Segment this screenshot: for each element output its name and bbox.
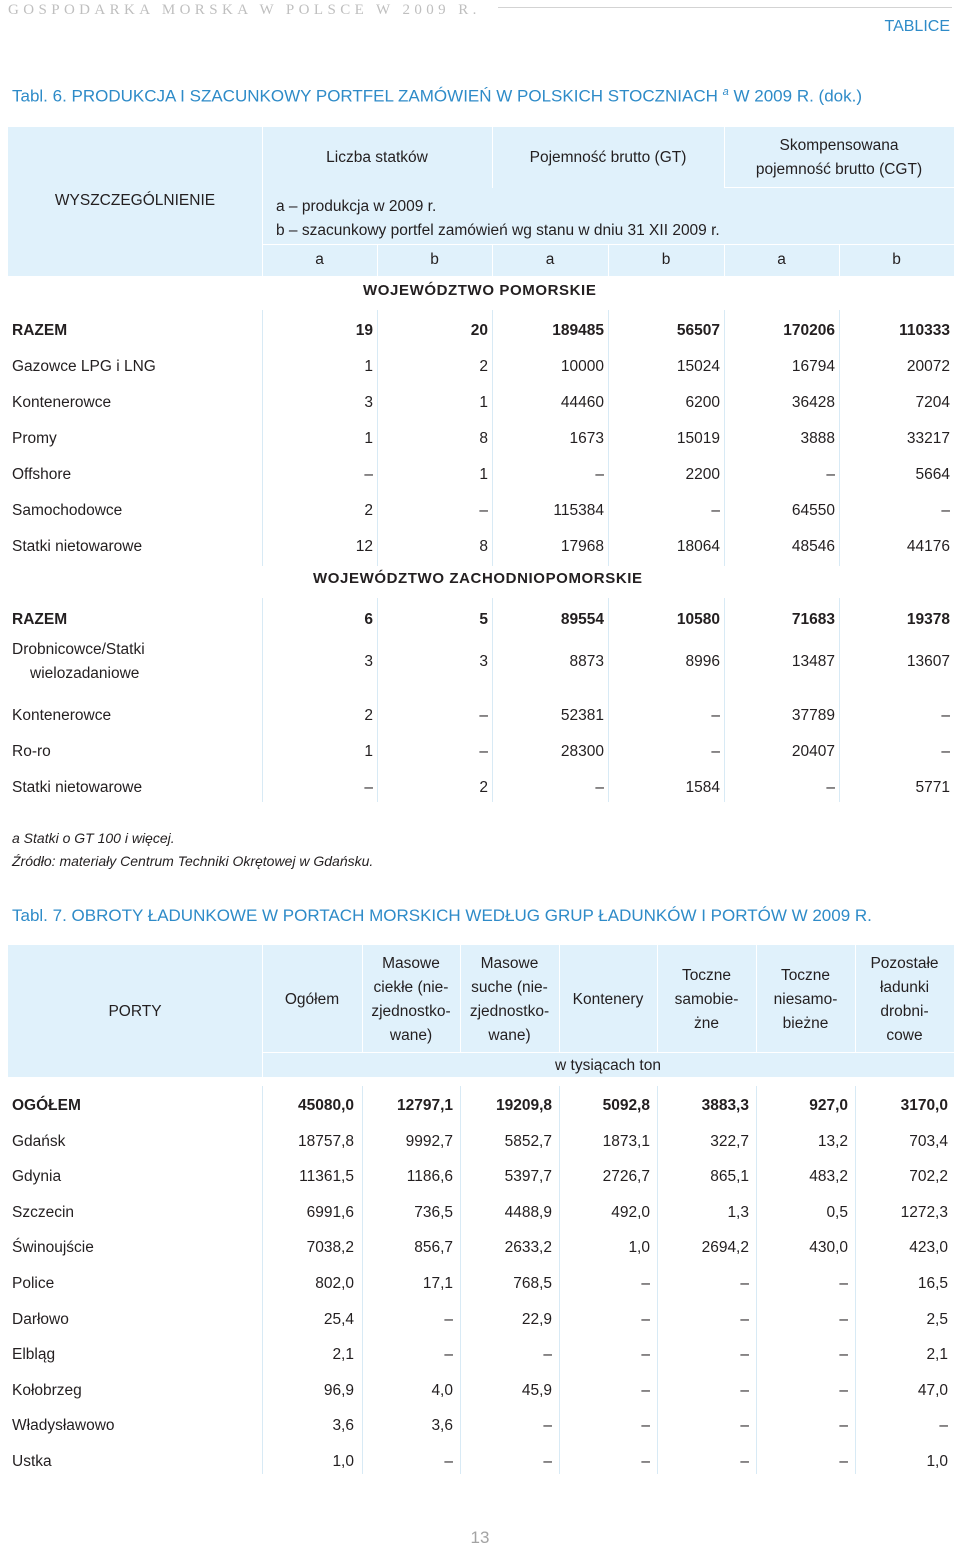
- table-cell: 5664: [915, 466, 950, 483]
- table-cell: 2,1: [926, 1346, 948, 1364]
- table6-footnote: a Statki o GT 100 i więcej.: [12, 830, 175, 846]
- table6-title-sup: a: [722, 86, 729, 98]
- col-toczne-niesamobiezne: Toczne niesamo- bieżne: [773, 967, 838, 1032]
- region-pomorskie: WOJEWÓDZTWO POMORSKIE: [363, 282, 597, 299]
- table-cell: 865,1: [710, 1168, 749, 1186]
- table-cell: 115384: [553, 502, 604, 519]
- table-cell: 2633,2: [504, 1239, 552, 1257]
- sub-col-a: a: [545, 251, 555, 268]
- table-cell: –: [595, 779, 604, 796]
- col-skompensowana-1: Skompensowana: [779, 137, 899, 154]
- table6-title-post: W 2009 R. (dok.): [728, 86, 862, 106]
- table-cell: 89554: [560, 611, 604, 628]
- row-label: Drobnicowce/Statki: [12, 641, 145, 658]
- table-cell: –: [711, 502, 720, 519]
- table-cell: 10580: [676, 611, 720, 628]
- table-cell: –: [444, 1346, 453, 1364]
- row-label: Police: [12, 1275, 55, 1292]
- table-cell: 20: [470, 322, 488, 339]
- row-label: Ustka: [12, 1453, 52, 1470]
- table-cell: 8: [479, 430, 488, 447]
- table6-title: [12, 86, 862, 107]
- table-cell: 9992,7: [405, 1132, 453, 1150]
- table-cell: –: [826, 779, 835, 796]
- table-cell: 18757,8: [297, 1132, 354, 1150]
- row-label: Kontenerowce: [12, 394, 112, 411]
- col-kontenery: Kontenery: [572, 991, 644, 1008]
- table-cell: 3883,3: [701, 1097, 749, 1114]
- table-cell: 1: [479, 466, 488, 483]
- table-cell: 6200: [685, 394, 720, 411]
- table-cell: –: [641, 1346, 650, 1364]
- table-cell: 37789: [791, 707, 835, 724]
- table-cell: 1: [364, 430, 373, 447]
- table-cell: –: [479, 743, 488, 760]
- table-row: [0, 1195, 960, 1231]
- page-number: 13: [470, 1528, 490, 1547]
- table-cell: 3888: [800, 430, 835, 447]
- table-cell: 1,0: [926, 1453, 948, 1470]
- table-cell: 1873,1: [602, 1132, 650, 1150]
- table-cell: 19209,8: [495, 1097, 552, 1114]
- table-row: [0, 1266, 960, 1302]
- table-cell: 5092,8: [602, 1097, 650, 1114]
- table-cell: 3,6: [332, 1417, 354, 1435]
- table-cell: 3: [479, 653, 488, 670]
- table-cell: 2694,2: [701, 1239, 749, 1257]
- table-cell: 802,0: [315, 1275, 354, 1292]
- col-pojemnosc-brutto: Pojemność brutto (GT): [529, 149, 687, 166]
- table-row: [0, 493, 960, 529]
- table-row: [0, 385, 960, 421]
- sub-col-b: b: [661, 251, 671, 268]
- table-cell: 16794: [791, 358, 835, 375]
- table-cell: 856,7: [414, 1239, 453, 1257]
- table-cell: –: [479, 502, 488, 519]
- table-cell: 2,5: [926, 1310, 948, 1328]
- table-cell: 2726,7: [602, 1168, 650, 1186]
- table-cell: –: [941, 743, 950, 760]
- table-cell: 927,0: [809, 1097, 848, 1114]
- table-cell: 3170,0: [900, 1097, 948, 1114]
- table-cell: 47,0: [917, 1381, 948, 1399]
- table-cell: 1186,6: [406, 1168, 453, 1186]
- table-cell: 18064: [676, 538, 720, 555]
- table-cell: 1584: [685, 779, 720, 796]
- table-cell: 430,0: [809, 1239, 848, 1257]
- table-cell: –: [364, 779, 373, 796]
- table-cell: –: [839, 1417, 848, 1435]
- table-cell: –: [711, 743, 720, 760]
- table-cell: 492,0: [611, 1203, 650, 1221]
- table-cell: 52381: [560, 707, 604, 724]
- row-label: Statki nietowarowe: [12, 779, 143, 796]
- table-cell: 5: [479, 611, 488, 628]
- table-cell: 3: [364, 394, 373, 411]
- table-cell: 7204: [915, 394, 950, 411]
- table-cell: 56507: [676, 322, 720, 339]
- col-masowe-ciekle: Masowe ciekłe (nie- zjednostko- wane): [371, 955, 451, 1044]
- table-cell: –: [543, 1346, 552, 1364]
- table-cell: 20407: [791, 743, 835, 760]
- table-cell: 483,2: [809, 1168, 848, 1186]
- table-cell: 2: [364, 502, 373, 519]
- table-row: [0, 1444, 960, 1480]
- table-row: [0, 1230, 960, 1266]
- table7-title: Tabl. 7. OBROTY ŁADUNKOWE W PORTACH MORSKICH WEDŁUG GRUP ŁADUNKÓW I PORTÓW W 2009 R.: [12, 906, 872, 925]
- table-row: [0, 698, 960, 734]
- table-cell: 13487: [791, 653, 835, 670]
- col-pozostale: Pozostałe ładunki drobni- cowe: [870, 955, 939, 1044]
- row-label: Świnoujście: [12, 1239, 94, 1257]
- table-cell: 110333: [899, 322, 950, 339]
- row-label: Offshore: [12, 466, 72, 483]
- table-cell: –: [641, 1417, 650, 1435]
- table-row: [0, 313, 960, 349]
- table-cell: 8996: [685, 653, 720, 670]
- row-label: Statki nietowarowe: [12, 538, 143, 555]
- table-cell: –: [543, 1453, 552, 1470]
- legend-b: b – szacunkowy portfel zamówień wg stanu w dniu 31 XII 2009 r.: [276, 222, 720, 239]
- table-row: [0, 734, 960, 770]
- table-row: [0, 1337, 960, 1373]
- table-cell: 15019: [676, 430, 720, 447]
- table-cell: –: [939, 1417, 948, 1435]
- table-cell: 2: [479, 358, 488, 375]
- table-row: [0, 638, 960, 698]
- table-cell: 10000: [560, 358, 604, 375]
- row-label: Kontenerowce: [12, 707, 112, 724]
- table-cell: 13607: [906, 653, 950, 670]
- row-label: Władysławowo: [12, 1417, 115, 1435]
- table-cell: 423,0: [909, 1239, 948, 1257]
- table-cell: 44460: [560, 394, 604, 411]
- table7-header: [8, 945, 954, 1077]
- table6-source: Źródło: materiały Centrum Techniki Okrętowej w Gdańsku.: [12, 853, 374, 869]
- row-label: Szczecin: [12, 1203, 75, 1221]
- unit-label: w tysiącach ton: [555, 1057, 661, 1074]
- col-toczne-samobiezne: Toczne samobie- żne: [674, 967, 739, 1032]
- table-cell: 6991,6: [306, 1203, 354, 1221]
- table-cell: 5771: [915, 779, 950, 796]
- table-cell: 4488,9: [504, 1203, 552, 1221]
- table-cell: 1: [479, 394, 488, 411]
- row-label: OGÓŁEM: [12, 1097, 81, 1114]
- row-label: Gazowce LPG i LNG: [12, 358, 156, 375]
- table-cell: 1272,3: [900, 1203, 948, 1221]
- table-cell: –: [543, 1417, 552, 1435]
- sub-col-a: a: [315, 251, 324, 268]
- table-cell: 2: [479, 779, 488, 796]
- row-label: Darłowo: [12, 1310, 69, 1328]
- table6-title-pre: Tabl. 6. PRODUKCJA I SZACUNKOWY PORTFEL ZAMÓWIEŃ W POLSKICH STOCZNIACH: [12, 86, 723, 106]
- table-cell: 1,0: [332, 1453, 354, 1470]
- table-row: [0, 529, 960, 565]
- table-cell: 1,3: [727, 1203, 749, 1221]
- table-cell: –: [740, 1417, 749, 1435]
- table-cell: –: [595, 466, 604, 483]
- table-cell: –: [839, 1310, 848, 1328]
- table-cell: –: [941, 707, 950, 724]
- table-cell: 71683: [791, 611, 835, 628]
- legend-a: a – produkcja w 2009 r.: [276, 198, 437, 215]
- table-cell: –: [711, 707, 720, 724]
- table-cell: 189485: [552, 322, 604, 339]
- table-cell: 33217: [906, 430, 950, 447]
- row-label: Kołobrzeg: [12, 1381, 82, 1399]
- table-cell: 0,5: [826, 1203, 848, 1221]
- table-row: [0, 349, 960, 385]
- col-ogolem: Ogółem: [284, 991, 340, 1008]
- table-cell: 19378: [906, 611, 950, 628]
- table-cell: 1,0: [628, 1239, 650, 1257]
- table-cell: 19: [355, 322, 373, 339]
- table-cell: 322,7: [710, 1132, 749, 1150]
- table-cell: 768,5: [513, 1275, 552, 1292]
- table-cell: 13,2: [817, 1132, 848, 1150]
- table6-header: [8, 127, 954, 276]
- table-cell: 7038,2: [306, 1239, 354, 1257]
- table-cell: –: [364, 466, 373, 483]
- table-cell: –: [444, 1453, 453, 1470]
- table-cell: 16,5: [917, 1275, 948, 1292]
- table-cell: –: [479, 707, 488, 724]
- table-row: [0, 1159, 960, 1195]
- table-cell: –: [740, 1275, 749, 1292]
- table-cell: 8: [479, 538, 488, 555]
- table-cell: 3,6: [431, 1417, 453, 1435]
- row-label: Gdańsk: [12, 1132, 66, 1150]
- table-cell: –: [740, 1346, 749, 1364]
- table-cell: 2: [364, 707, 373, 724]
- col-liczba-statkow: Liczba statków: [326, 149, 428, 166]
- table-row: [0, 770, 960, 806]
- table-cell: 6: [364, 611, 373, 628]
- table-cell: –: [839, 1453, 848, 1470]
- header-rule: [498, 7, 952, 8]
- table-cell: 64550: [791, 502, 835, 519]
- table-row: [0, 421, 960, 457]
- table-cell: 48546: [791, 538, 835, 555]
- running-title: GOSPODARKA MORSKA W POLSCE W 2009 R.: [8, 2, 481, 18]
- sub-col-b: b: [892, 251, 901, 268]
- table-cell: 17968: [560, 538, 604, 555]
- col-wyszczegolnienie: WYSZCZEGÓLNIENIE: [54, 192, 216, 209]
- sub-col-b: b: [430, 251, 439, 268]
- row-label: Samochodowce: [12, 502, 123, 519]
- table-cell: 703,4: [909, 1132, 948, 1150]
- table-cell: 96,9: [323, 1381, 354, 1399]
- table-cell: 3: [364, 653, 373, 670]
- table-cell: –: [641, 1453, 650, 1470]
- col-masowe-suche: Masowe suche (nie- zjednostko- wane): [469, 955, 550, 1044]
- table-cell: 736,5: [414, 1203, 453, 1221]
- table-cell: –: [839, 1381, 848, 1399]
- table-cell: 44176: [906, 538, 950, 555]
- table-cell: 170206: [783, 322, 835, 339]
- table-cell: 36428: [791, 394, 835, 411]
- row-label: Gdynia: [12, 1168, 62, 1186]
- table-cell: 2,1: [332, 1346, 354, 1364]
- col-skompensowana-2: pojemność brutto (CGT): [755, 161, 923, 178]
- table-cell: –: [641, 1381, 650, 1399]
- table-row: [0, 1408, 960, 1444]
- table-cell: –: [740, 1310, 749, 1328]
- row-label: Promy: [12, 430, 57, 447]
- table-cell: 17,1: [422, 1275, 453, 1292]
- table-cell: 702,2: [909, 1168, 948, 1186]
- row-label: Ro-ro: [12, 743, 51, 760]
- table-cell: –: [941, 502, 950, 519]
- table-row: [0, 457, 960, 493]
- row-label-cont: wielozadaniowe: [30, 665, 140, 682]
- table-cell: 22,9: [521, 1310, 552, 1328]
- section-label: TABLICE: [884, 18, 950, 35]
- table-cell: –: [839, 1275, 848, 1292]
- table-cell: 2200: [685, 466, 720, 483]
- table-cell: 45080,0: [297, 1097, 354, 1114]
- table-cell: –: [839, 1346, 848, 1364]
- table-cell: –: [740, 1453, 749, 1470]
- table-cell: 8873: [569, 653, 604, 670]
- table-cell: 1: [364, 743, 373, 760]
- table-row: [0, 1373, 960, 1409]
- table-row: [0, 1088, 960, 1124]
- row-label: RAZEM: [12, 322, 68, 339]
- table-cell: 28300: [560, 743, 604, 760]
- table-cell: 5852,7: [504, 1132, 552, 1150]
- table-cell: –: [826, 466, 835, 483]
- table-row: [0, 1124, 960, 1160]
- table-cell: 15024: [676, 358, 720, 375]
- table-cell: –: [740, 1381, 749, 1399]
- col-porty: PORTY: [108, 1003, 162, 1020]
- table-cell: 5397,7: [504, 1168, 552, 1186]
- table-cell: –: [444, 1310, 453, 1328]
- table-cell: –: [641, 1275, 650, 1292]
- table-cell: –: [641, 1310, 650, 1328]
- table-cell: 25,4: [323, 1310, 354, 1328]
- table-cell: 1: [364, 358, 373, 375]
- table-cell: 11361,5: [299, 1168, 354, 1186]
- table-cell: 1673: [569, 430, 604, 447]
- table-cell: 45,9: [521, 1381, 552, 1399]
- row-label: RAZEM: [12, 611, 68, 628]
- table-row: [0, 1302, 960, 1338]
- table-cell: 4,0: [431, 1381, 453, 1399]
- table-cell: 12797,1: [396, 1097, 453, 1114]
- row-label: Elbląg: [12, 1346, 56, 1364]
- table-cell: 20072: [906, 358, 950, 375]
- region-zachodniopomorskie: WOJEWÓDZTWO ZACHODNIOPOMORSKIE: [313, 570, 643, 587]
- sub-col-a: a: [777, 251, 786, 268]
- table-cell: 12: [355, 538, 373, 555]
